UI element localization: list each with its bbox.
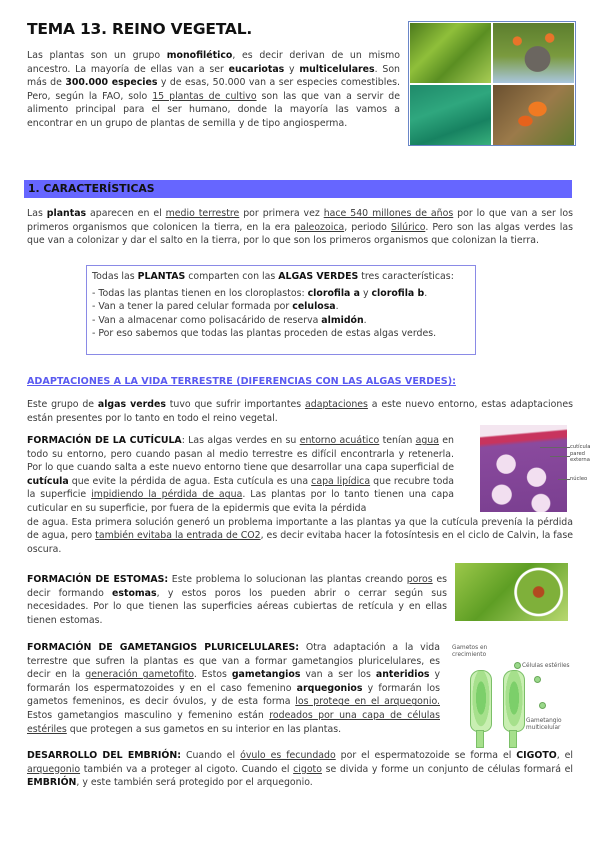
callout-item: - Por eso sabemos que todas las plantas proceden de estas algas verdes. [92,328,437,340]
archegonium-shape [503,670,525,732]
hero-collage-image [408,21,576,146]
callout-item: - Van a almacenar como polisacárido de reserva almidón. [92,314,367,326]
bird-of-paradise-photo [493,85,574,145]
stalk-shape [476,730,484,748]
label-line [550,456,570,457]
section-heading-caracteristicas [24,180,572,198]
label-gametos: Gametos en crecimiento [452,645,488,658]
sperm-shape [514,662,521,669]
algas-verdes-callout-box [86,265,476,355]
fern-photo [410,23,491,83]
callout-item: - Todas las plantas tienen en los cloroplastos: clorofila a y clorofila b. [92,287,428,299]
sperm-shape [534,676,541,683]
cuticula-text-narrow: FORMACIÓN DE LA CUTÍCULA: Las algas verdes en su entorno acuático tenían agua en todo su entorno, pero cuando pasan al medio terrestre es difícil encontrarla y retenerla. Por lo que cuando salta a este nuevo entorno tiene que desarrollar una capa superficial de cutícula que evite la pérdida de agua. Esta cutícula es una capa lipídica que recubre toda la superficie impidiendo la pérdida de agua. Las plantas por lo tanto tienen una capa cuticular en su superficie, por fuera de la epidermis que evita la pérdida [27,435,455,514]
label-pared-externa: pared externa [570,451,590,463]
page-title: TEMA 13. REINO VEGETAL. [27,20,253,38]
label-line [558,479,570,480]
callout-lead: Todas las PLANTAS comparten con las ALGAS VERDES tres características: [92,271,454,282]
stoma-leaf-image [455,563,568,621]
callout-item: - Van a tener la pared celular formada por celulosa. [92,301,339,313]
intro-paragraph: Las plantas son un grupo monofilético, es decir derivan de un mismo ancestro. La mayoría de ellas van a ser eucariotas y multicelulares. Son más de 300.000 especies y de esas, 50.000 van a ser especies comestibles. Pero, según la FAO, solo 15 plantas de cultivo son las que van a servir de alimento principal para el ser humano, donde la mayoría las vamos a encontrar en un grupo de plantas de semilla y de tipo angiosperma. [27,50,401,129]
estomas-paragraph: FORMACIÓN DE ESTOMAS: Este problema lo solucionan las plantas creando poros es decir formando estomas, y estos poros los pueden abrir o cerrar según sus necesidades. Por lo que tienen las superficies aéreas cubiertas de retícula y en ellas tienen estomas. [27,574,448,626]
sperm-shape [539,702,546,709]
stalk-shape [509,730,517,748]
label-nucleo: núcleo [570,476,588,482]
orange-tree-photo [493,23,574,83]
tissue-image [480,425,567,512]
embrion-paragraph: DESARROLLO DEL EMBRIÓN: Cuando el óvulo es fecundado por el espermatozoide se forma el CIGOTO, el arquegonio también va a proteger al cigoto. Cuando el cigoto se divida y forme un conjunto de células formará el EMBRIÓN, y este también será protegido por el arquegonio. [27,750,573,789]
label-esteriles: Células estériles [522,663,570,669]
adaptaciones-heading: ADAPTACIONES A LA VIDA TERRESTRE (DIFERENCIAS CON LAS ALGAS VERDES): [27,376,456,387]
cuticula-micrograph [480,425,590,515]
label-cuticula: cutícula [570,444,591,450]
label-line [540,447,570,448]
antheridium-shape [470,670,492,732]
gametangios-paragraph: FORMACIÓN DE GAMETANGIOS PLURICELULARES: Otra adaptación a la vida terrestre que sufren la plantas es que van a formar gametangios pluricelulares, es decir en la generación gametofito. Estos gametangios van a ser los anteridios y formarán los espermatozoides y en el caso femenino arquegonios y formarán los gametos femeninos, es decir óvulos, y de esta forma los protege en el arquegonio. Estos gametangios masculino y femenino están rodeados por una capa de células estériles que protegen a sus gametos en su interior en las plantas. [27,642,441,735]
section-heading-text: 1. CARACTERÍSTICAS [28,182,155,195]
algae-photo [410,85,491,145]
cuticula-text-wide: de agua. Esta primera solución generó un problema importante a las plantas ya que la cutícula prevenía la pérdida de agua, pero también evitaba la entrada de CO2, es decir evitaba hacer la fotosíntesis en el ciclo de Calvin, la fase oscura. [27,516,574,555]
caracteristicas-paragraph: Las plantas aparecen en el medio terrestre por primera vez hace 540 millones de años por lo que van a ser los primeros organismos que colonicen la tierra, en la era paleozoica, periodo Silúrico. Pero son las algas verdes las que van a colonizar y dar el salto en la tierra, por lo que son los primeros organismos que colonizan la tierra. [27,208,573,247]
adaptaciones-intro: Este grupo de algas verdes tuvo que sufrir importantes adaptaciones a este nuevo entorno, estas adaptaciones están presentes por lo tanto en todo el reino vegetal. [27,399,573,424]
label-gametangio: Gametangio multicelular [526,718,562,731]
gametangia-diagram [450,640,590,750]
